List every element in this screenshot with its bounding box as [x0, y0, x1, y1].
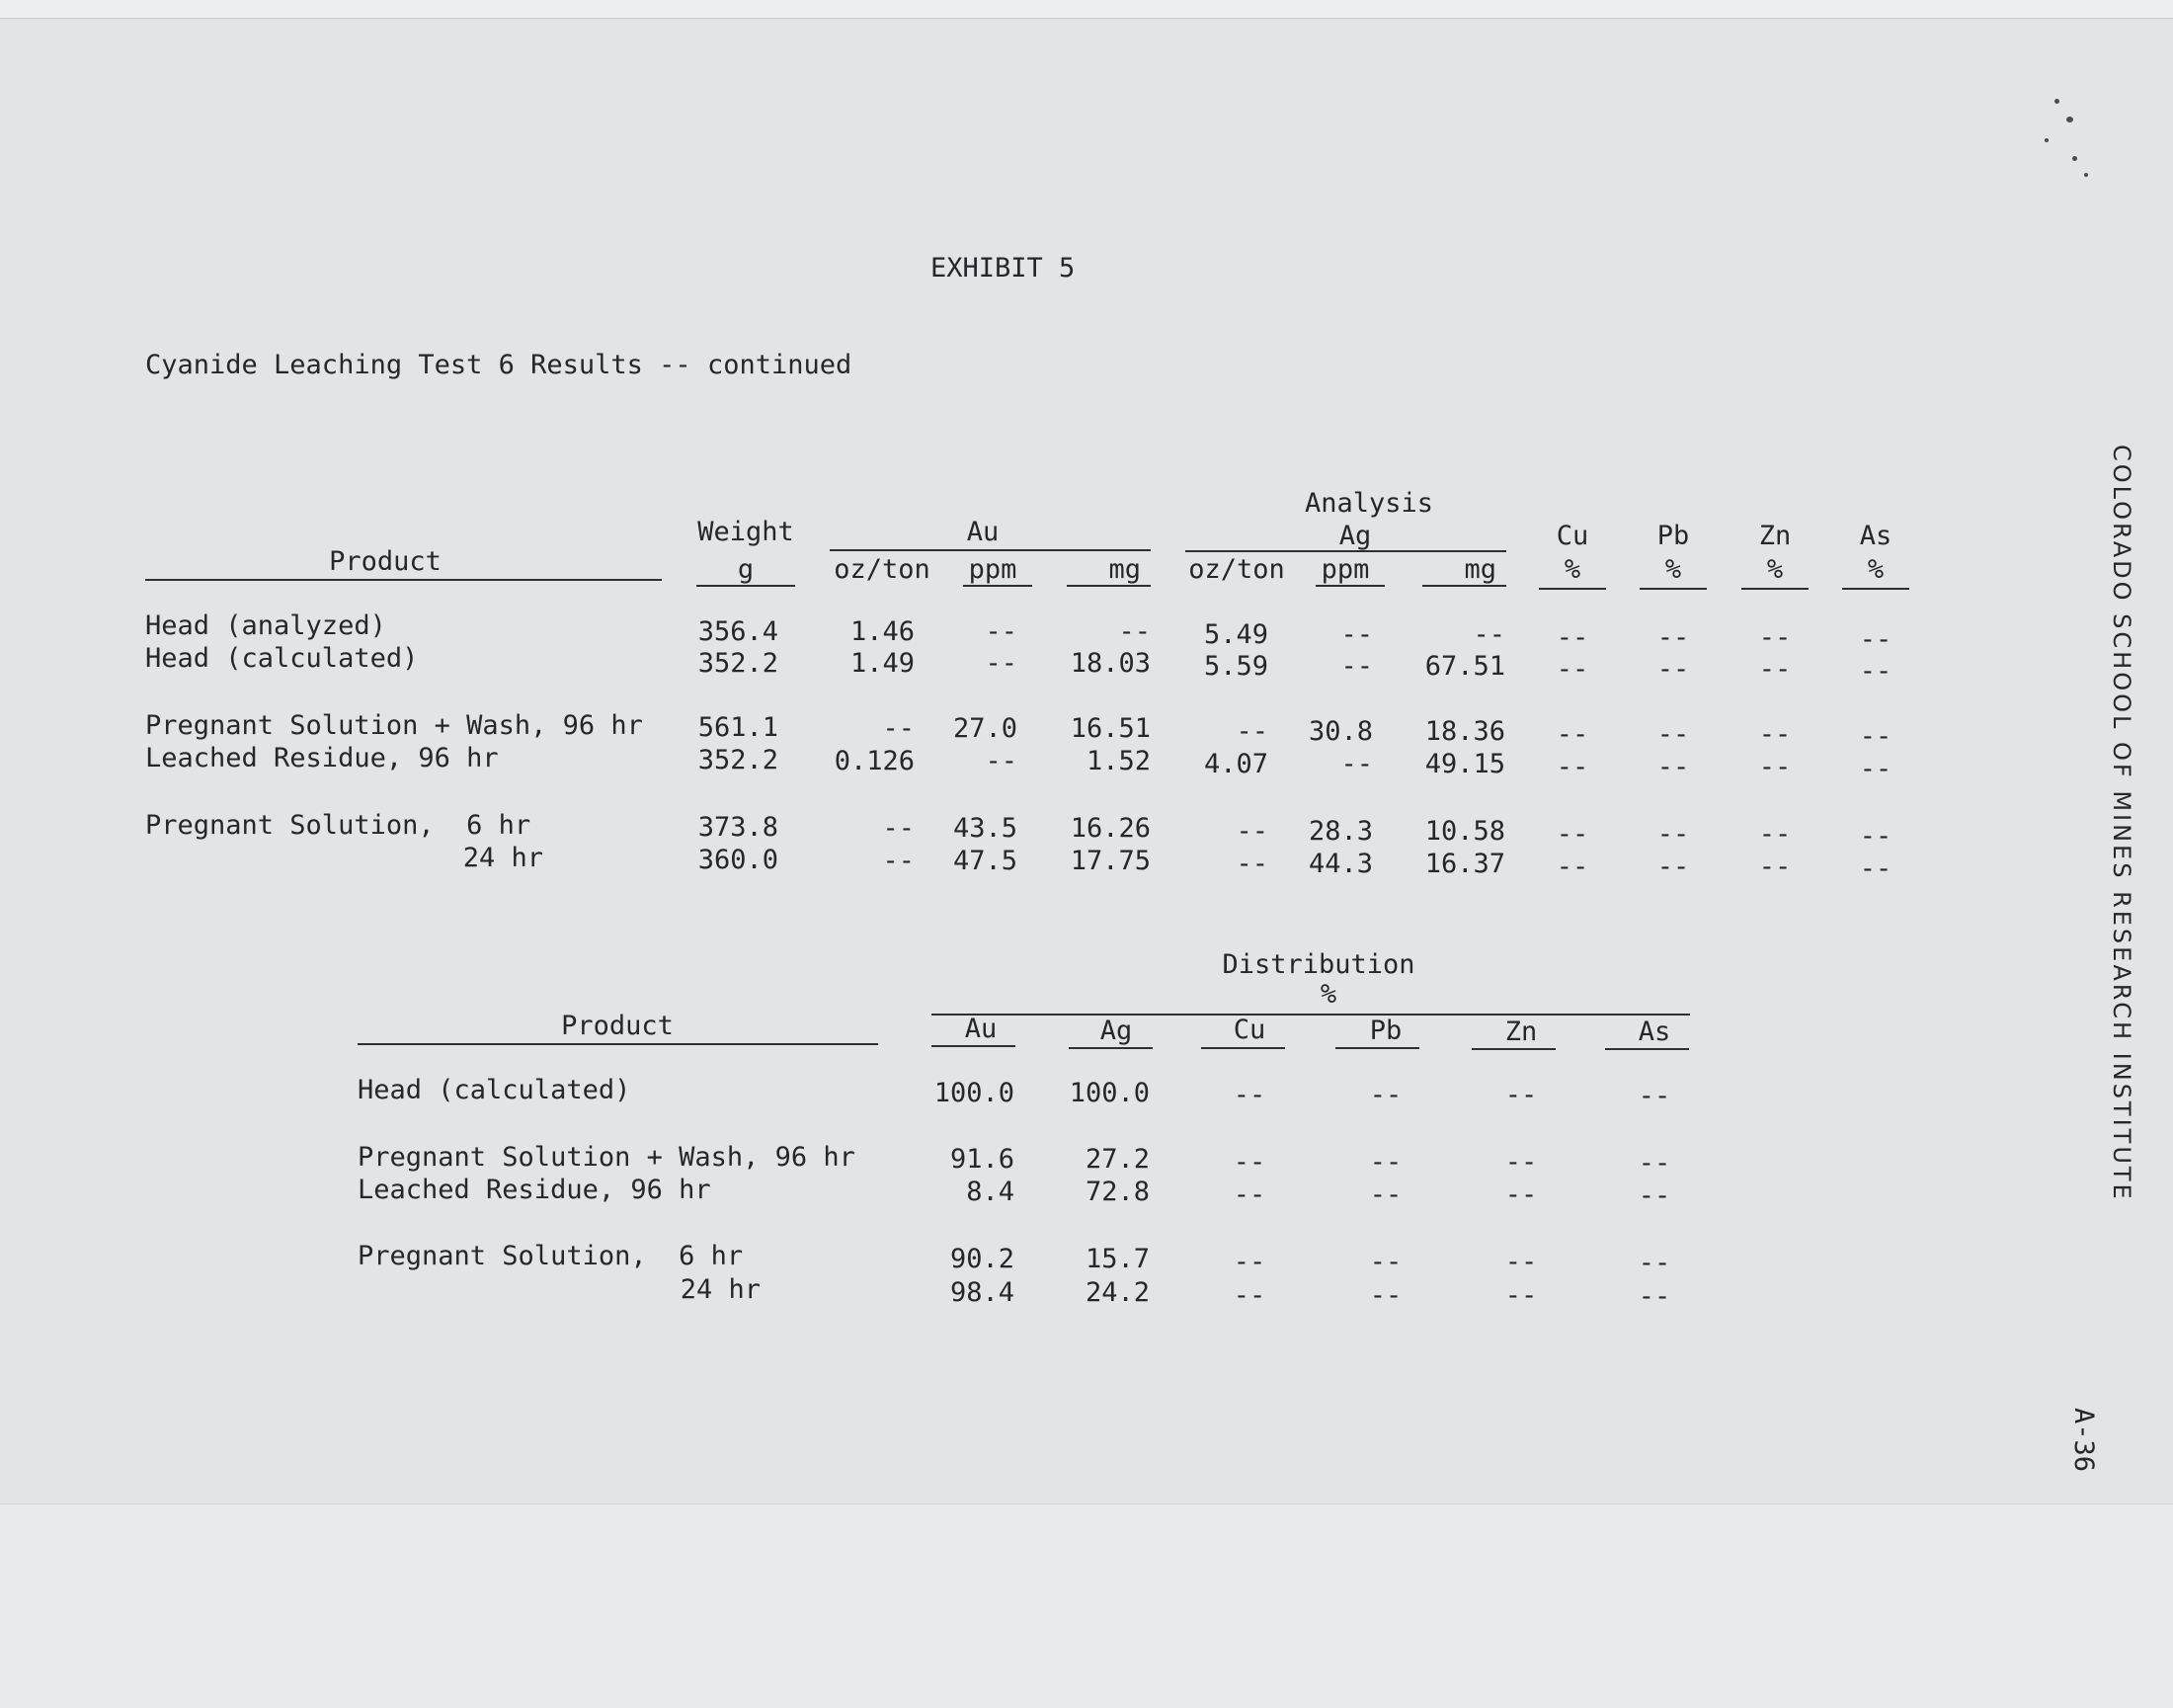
au-mg-cell: 16.51 [1070, 713, 1151, 744]
ag-cell: 24.2 [1085, 1277, 1150, 1308]
product-cell: Pregnant Solution, 6 hr [358, 1241, 744, 1271]
au-group-rule [830, 549, 1151, 551]
pb-cell: -- [1656, 819, 1690, 850]
zn-cell: -- [1758, 622, 1792, 653]
product-cell: Pregnant Solution, 6 hr [145, 810, 531, 841]
zn-cell: -- [1758, 819, 1792, 850]
cu-pct-rule [1539, 588, 1606, 590]
cu-header: Cu [1233, 1015, 1266, 1045]
au-ppm-cell: -- [985, 616, 1017, 647]
as-cell: -- [1859, 854, 1892, 884]
institute-side-label: COLORADO SCHOOL OF MINES RESEARCH INSTITUTE [2108, 445, 2135, 1202]
au-ppm-cell: -- [985, 746, 1017, 776]
ag-ppm-cell: -- [1340, 619, 1373, 650]
product-cell: Head (calculated) [358, 1075, 631, 1105]
distribution-group-rule [931, 1014, 1690, 1016]
product-cell: 24 hr [462, 843, 543, 873]
pb-header: Pb [1656, 521, 1690, 551]
au-oz-cell: -- [882, 846, 915, 876]
au-oz-cell: 1.46 [849, 616, 915, 647]
as-pct-header: % [1867, 554, 1885, 585]
pb-cell: -- [1656, 654, 1690, 685]
zn-header: Zn [1758, 521, 1792, 551]
as-cell: -- [1859, 624, 1892, 655]
au-mg-cell: 16.26 [1070, 813, 1151, 844]
zn-cell: -- [1504, 1179, 1538, 1210]
cu-cell: -- [1233, 1247, 1266, 1277]
cu-cell: -- [1556, 719, 1589, 750]
product-cell: Leached Residue, 96 hr [145, 743, 499, 773]
product-header: Product [329, 546, 442, 577]
zn-cell: -- [1504, 1247, 1538, 1277]
scan-speck [2072, 156, 2077, 161]
ag-ppm-cell: 30.8 [1308, 716, 1373, 747]
ag-group-header: Ag [1338, 521, 1372, 551]
pb-pct-rule [1640, 588, 1707, 590]
cu-cell: -- [1556, 819, 1589, 850]
as-pct-rule [1842, 588, 1909, 590]
analysis-group-header: Analysis [1304, 488, 1434, 519]
ag-ppm-header: ppm [1321, 554, 1370, 585]
as-cell: -- [1638, 1180, 1671, 1211]
ag-mg-header: mg [1464, 554, 1496, 585]
zn-header: Zn [1504, 1017, 1538, 1047]
as-header-rule [1605, 1048, 1689, 1050]
zn-header-rule [1472, 1048, 1556, 1050]
au-ppm-rule [963, 585, 1032, 587]
cu-cell: -- [1556, 852, 1589, 882]
pb-header: Pb [1369, 1016, 1403, 1046]
ag-oz-cell: 5.49 [1203, 619, 1268, 650]
au-oz-cell: 1.49 [849, 648, 915, 679]
ag-cell: 27.2 [1085, 1144, 1150, 1175]
pb-cell: -- [1656, 752, 1690, 782]
ag-ppm-cell: 44.3 [1308, 849, 1373, 879]
pb-cell: -- [1369, 1280, 1403, 1311]
ag-ppm-cell: -- [1340, 749, 1373, 779]
distribution-group-header: Distribution [1222, 949, 1415, 980]
pb-header-rule [1335, 1047, 1419, 1049]
au-oz-header: oz/ton [834, 554, 930, 585]
zn-cell: -- [1758, 752, 1792, 782]
cu-cell: -- [1556, 752, 1589, 782]
au-oz-cell: 0.126 [834, 746, 915, 776]
zn-cell: -- [1504, 1147, 1538, 1178]
product-header-rule [358, 1043, 878, 1045]
weight-cell: 352.2 [697, 745, 778, 775]
au-cell: 100.0 [933, 1078, 1014, 1108]
table-subtitle: Cyanide Leaching Test 6 Results -- continued [145, 350, 852, 380]
au-ppm-cell: 43.5 [952, 813, 1017, 844]
ag-oz-cell: 5.59 [1203, 651, 1268, 682]
ag-group-rule [1185, 550, 1506, 552]
as-cell: -- [1859, 721, 1892, 752]
ag-cell: 72.8 [1085, 1177, 1150, 1207]
au-mg-cell: -- [1118, 616, 1151, 647]
zn-pct-rule [1741, 588, 1809, 590]
weight-cell: 360.0 [697, 845, 778, 875]
cu-cell: -- [1233, 1080, 1266, 1110]
pb-cell: -- [1656, 852, 1690, 882]
ag-header-rule [1069, 1047, 1153, 1049]
as-cell: -- [1859, 656, 1892, 687]
ag-ppm-cell: -- [1340, 651, 1373, 682]
zn-cell: -- [1504, 1080, 1538, 1110]
as-cell: -- [1638, 1148, 1671, 1179]
au-oz-cell: -- [882, 813, 915, 844]
pb-pct-header: % [1664, 554, 1682, 585]
au-cell: 91.6 [949, 1144, 1014, 1175]
ag-oz-cell: -- [1236, 849, 1268, 879]
au-mg-cell: 18.03 [1070, 648, 1151, 679]
ag-header: Ag [1099, 1016, 1133, 1046]
ag-oz-cell: -- [1236, 816, 1268, 847]
cu-header: Cu [1556, 521, 1589, 551]
au-ppm-cell: 27.0 [952, 713, 1017, 744]
au-mg-rule [1067, 585, 1151, 587]
au-ppm-cell: -- [985, 648, 1017, 679]
page-number: A-36 [2068, 1408, 2099, 1473]
au-cell: 8.4 [966, 1177, 1014, 1207]
pb-cell: -- [1369, 1080, 1403, 1110]
ag-ppm-rule [1316, 585, 1385, 587]
product-cell: Leached Residue, 96 hr [358, 1175, 711, 1205]
product-cell: 24 hr [680, 1274, 761, 1305]
au-group-header: Au [966, 517, 1000, 547]
pb-cell: -- [1656, 622, 1690, 653]
ag-cell: 100.0 [1069, 1078, 1150, 1108]
cu-cell: -- [1233, 1179, 1266, 1210]
ag-oz-cell: -- [1236, 716, 1268, 747]
ag-cell: 15.7 [1085, 1244, 1150, 1274]
zn-pct-header: % [1766, 554, 1784, 585]
pb-cell: -- [1369, 1179, 1403, 1210]
product-cell: Pregnant Solution + Wash, 96 hr [145, 710, 643, 741]
cu-cell: -- [1556, 654, 1589, 685]
as-cell: -- [1638, 1081, 1671, 1111]
ag-mg-cell: 16.37 [1424, 849, 1505, 879]
au-cell: 90.2 [949, 1244, 1014, 1274]
exhibit-title: EXHIBIT 5 [930, 253, 1076, 284]
weight-header: Weight [697, 517, 794, 547]
ag-oz-header: oz/ton [1188, 554, 1285, 585]
au-oz-cell: -- [882, 713, 915, 744]
au-header-rule [931, 1045, 1015, 1047]
weight-cell: 352.2 [697, 648, 778, 679]
au-cell: 98.4 [949, 1277, 1014, 1308]
weight-unit-rule [696, 585, 795, 587]
as-cell: -- [1859, 754, 1892, 784]
pb-cell: -- [1369, 1147, 1403, 1178]
scan-speck [2066, 117, 2073, 122]
cu-cell: -- [1233, 1280, 1266, 1311]
zn-cell: -- [1758, 852, 1792, 882]
product-cell: Pregnant Solution + Wash, 96 hr [358, 1142, 855, 1173]
weight-cell: 356.4 [697, 616, 778, 647]
as-cell: -- [1638, 1281, 1671, 1312]
cu-cell: -- [1233, 1147, 1266, 1178]
zn-cell: -- [1758, 654, 1792, 685]
ag-mg-cell: 18.36 [1424, 716, 1505, 747]
ag-mg-cell: 49.15 [1424, 749, 1505, 779]
product-header-rule [145, 579, 662, 581]
ag-mg-cell: -- [1473, 619, 1505, 650]
zn-cell: -- [1504, 1280, 1538, 1311]
cu-cell: -- [1556, 622, 1589, 653]
as-cell: -- [1859, 821, 1892, 852]
as-cell: -- [1638, 1248, 1671, 1278]
au-mg-cell: 17.75 [1070, 846, 1151, 876]
cu-pct-header: % [1564, 554, 1581, 585]
as-header: As [1859, 521, 1892, 551]
ag-mg-cell: 67.51 [1424, 651, 1505, 682]
weight-cell: 561.1 [697, 712, 778, 743]
scan-speck [2045, 138, 2049, 142]
ag-mg-cell: 10.58 [1424, 816, 1505, 847]
au-ppm-header: ppm [968, 554, 1017, 585]
as-header: As [1638, 1017, 1671, 1047]
au-mg-cell: 1.52 [1086, 746, 1151, 776]
zn-cell: -- [1758, 719, 1792, 750]
cu-header-rule [1201, 1047, 1285, 1049]
product-header: Product [561, 1011, 674, 1041]
pb-cell: -- [1369, 1247, 1403, 1277]
au-header: Au [964, 1014, 998, 1044]
scan-speck [2084, 173, 2088, 177]
au-ppm-cell: 47.5 [952, 846, 1017, 876]
product-cell: Head (calculated) [145, 643, 419, 674]
top-margin-strip [0, 0, 2173, 19]
ag-oz-cell: 4.07 [1203, 749, 1268, 779]
pb-cell: -- [1656, 719, 1690, 750]
product-cell: Head (analyzed) [145, 610, 386, 641]
bottom-margin-strip [0, 1504, 2173, 1708]
weight-unit-header: g [737, 554, 755, 585]
au-mg-header: mg [1108, 554, 1141, 585]
weight-cell: 373.8 [697, 812, 778, 843]
distribution-pct-header: % [1320, 979, 1337, 1010]
ag-mg-rule [1422, 585, 1506, 587]
ag-ppm-cell: 28.3 [1308, 816, 1373, 847]
scan-speck [2054, 99, 2059, 104]
